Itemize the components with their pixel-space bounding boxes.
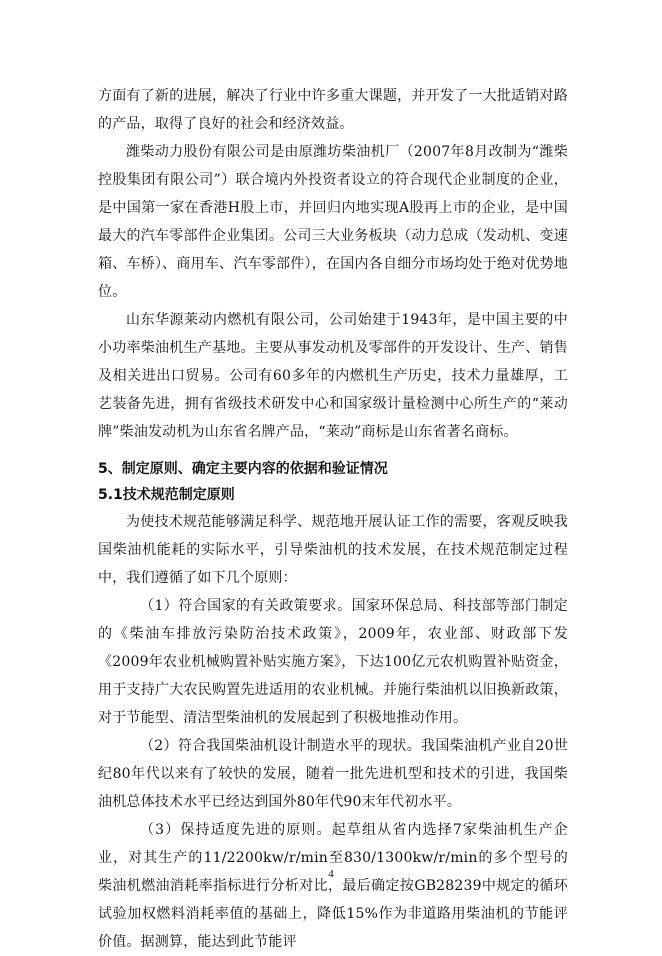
section-heading-5: 5、制定原则、确定主要内容的依据和验证情况 (98, 461, 388, 477)
paragraph-principles-intro: 为使技术规范能够满足科学、规范地开展认证工作的需要，客观反映我国柴油机能耗的实际水平，引导柴油机的技术发展，在技术规范制定过程中，我们遵循了如下几个原则： (98, 514, 568, 586)
paragraph-laidong: 山东华源莱动内燃机有限公司，公司始建于1943年，是中国主要的中小功率柴油机生产基地。主要从事发动机及零部件的开发设计、生产、销售及相关进出口贸易。公司有60多年的内燃机生产历史，技术力量雄厚，工艺装备先进，拥有省级技术研发中心和国家级计量检测中心所生产的“莱动牌”柴油发动机为山东省名牌产品，“莱动”商标是山东省著名商标。 (98, 312, 568, 440)
paragraph-continuation: 方面有了新的进展，解决了行业中许多重大课题，并开发了一大批适销对路的产品，取得了良好的社会和经济效益。 (98, 88, 568, 132)
paragraph-principle-2: （2）符合我国柴油机设计制造水平的现状。我国柴油机产业自20世纪80年代以来有了较快的发展，随着一批先进机型和技术的引进，我国柴油机总体技术水平已经达到国外80年代90末年代初水平。 (98, 738, 568, 810)
paragraph-principle-1: （1）符合国家的有关政策要求。国家环保总局、科技部等部门制定的《柴油车排放污染防治技术政策》，2009年，农业部、财政部下发《2009年农业机械购置补贴实施方案》，下达100亿元农机购置补贴资金，用于支持广大农民购置先进适用的农业机械。并施行柴油机以旧换新政策，对于节能型、清洁型柴油机的发展起到了积极地推动作用。 (98, 598, 568, 726)
paragraph-weichai: 潍柴动力股份有限公司是由原潍坊柴油机厂（2007年8月改制为“潍柴控股集团有限公司”）联合境内外投资者设立的符合现代企业制度的企业，是中国第一家在香港H股上市，并回归内地实现A股再上市的企业，是中国最大的汽车零部件企业集团。公司三大业务板块（动力总成（发动机、变速箱、车桥）、商用车、汽车零部件），在国内各自细分市场均处于绝对优势地位。 (98, 144, 568, 300)
page-body (98, 82, 568, 956)
section-gap (98, 446, 568, 456)
page-number: 4 (328, 868, 334, 880)
section-heading-5-1: 5.1技术规范制定原则 (98, 487, 235, 503)
paragraph-principle-3: （3）保持适度先进的原则。起草组从省内选择7家柴油机生产企业，对其生产的11/2200kw/r/min至830/1300kw/r/min的多个型号的柴油机燃油消耗率指标进行分析对比，最后确定按GB28239中规定的循环试验加权燃料消耗率值的基础上，降低15%作为非道路用柴油机的节能评价值。据测算，能达到此节能评 (98, 822, 568, 950)
